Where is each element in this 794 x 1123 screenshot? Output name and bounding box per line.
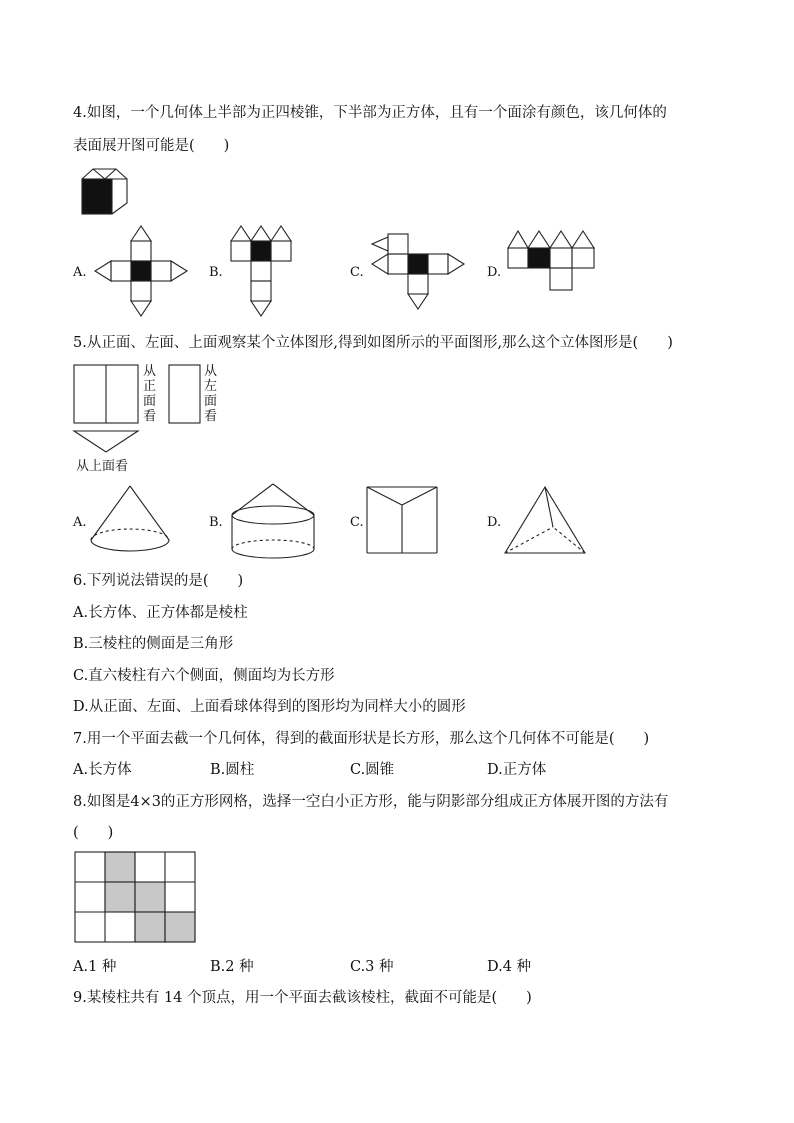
q5-option-c-prism — [365, 485, 445, 565]
q5-left-view — [168, 364, 208, 424]
q8-text-line1: 8.如图是4×3的正方形网格，选择一空白小正方形，能与阴影部分组成正方体展开图的方法有 — [73, 794, 669, 810]
q6-text: 6.下列说法错误的是( ) — [73, 573, 244, 589]
q5-option-d-label: D. — [487, 515, 502, 530]
q7-option-d: D.正方体 — [487, 762, 547, 778]
q8-text-line2: ( ) — [73, 825, 114, 841]
q5-front-view — [73, 364, 143, 424]
q6-option-d: D.从正面、左面、上面看球体得到的图形均为同样大小的圆形 — [73, 699, 466, 715]
q4-option-d-label: D. — [487, 265, 502, 280]
q4-text-line1: 4.如图，一个几何体上半部为正四棱锥，下半部为正方体，且有一个面涂有颜色，该几何体的 — [73, 105, 667, 121]
q4-option-c-net — [369, 224, 469, 324]
q4-option-b-label: B. — [209, 265, 223, 280]
q4-option-a-net — [93, 224, 193, 324]
q7-option-b: B.圆柱 — [210, 762, 255, 778]
q4-option-a-label: A. — [73, 265, 87, 280]
q9-text: 9.某棱柱共有 14 个顶点，用一个平面去截该棱柱，截面不可能是( ) — [73, 990, 532, 1006]
q7-text: 7.用一个平面去截一个几何体，得到的截面形状是长方形，那么这个几何体不可能是( ) — [73, 731, 650, 747]
q5-option-b-cone-cylinder — [226, 482, 326, 567]
q4-option-d-net — [506, 224, 616, 324]
q8-option-b: B.2 种 — [210, 959, 254, 975]
q5-front-label: 从 正 面 看 — [143, 364, 157, 424]
q4-text-line2: 表面展开图可能是( ) — [73, 138, 230, 154]
q4-option-c-label: C. — [350, 265, 364, 280]
q5-option-c-label: C. — [350, 515, 364, 530]
q5-left-label: 从 左 面 看 — [204, 364, 218, 424]
q4-solid-figure — [80, 166, 130, 216]
q8-grid — [73, 851, 198, 946]
q6-option-c: C.直六棱柱有六个侧面，侧面均为长方形 — [73, 668, 335, 684]
q8-option-c: C.3 种 — [350, 959, 394, 975]
q5-text: 5.从正面、左面、上面观察某个立体图形,得到如图所示的平面图形,那么这个立体图形是( ) — [73, 335, 673, 351]
q8-option-a: A.1 种 — [73, 959, 117, 975]
q5-option-a-cone — [88, 484, 178, 564]
q5-option-d-pyramid — [503, 485, 593, 565]
q6-option-a: A.长方体、正方体都是棱柱 — [73, 605, 248, 621]
q5-option-a-label: A. — [73, 515, 87, 530]
q7-option-c: C.圆锥 — [350, 762, 395, 778]
q7-option-a: A.长方体 — [73, 762, 132, 778]
q8-option-d: D.4 种 — [487, 959, 532, 975]
q6-option-b: B.三棱柱的侧面是三角形 — [73, 636, 234, 652]
q5-top-label: 从上面看 — [76, 459, 129, 474]
q5-option-b-label: B. — [209, 515, 223, 530]
q4-option-b-net — [228, 224, 318, 324]
